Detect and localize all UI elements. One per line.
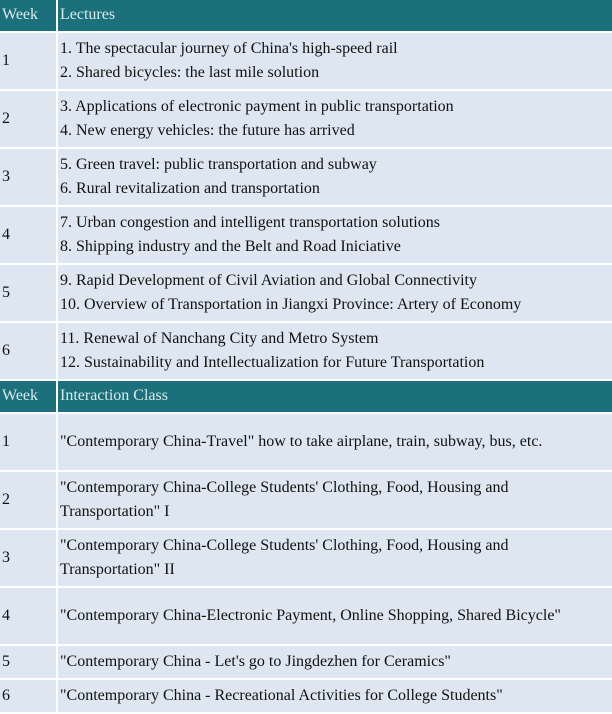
interaction-week: 5	[0, 646, 56, 678]
lecture-topic: 4. New energy vehicles: the future has arrived	[60, 122, 355, 139]
interaction-row	[0, 414, 612, 470]
lecture-week: 5	[0, 265, 56, 321]
lecture-topic: 8. Shipping industry and the Belt and Road Iniciative	[60, 238, 401, 255]
interaction-topic	[58, 680, 612, 712]
lecture-topic: 5. Green travel: public transportation and subway	[60, 156, 377, 173]
lecture-topic: 7. Urban congestion and intelligent transportation solutions	[60, 214, 440, 231]
lecture-topic: 6. Rural revitalization and transportation	[60, 180, 320, 197]
lecture-topic: 1. The spectacular journey of China's high-speed rail	[60, 40, 398, 57]
lecture-row	[0, 149, 612, 205]
interaction-topic-text: "Contemporary China-College Students' Clothing, Food, Housing and Transportation" I	[60, 479, 509, 520]
lecture-week: 3	[0, 149, 56, 205]
lecture-topic: 11. Renewal of Nanchang City and Metro System	[60, 330, 379, 347]
interaction-row	[0, 472, 612, 528]
lecture-topic: 12. Sustainability and Intellectualization for Future Transportation	[60, 354, 485, 371]
lecture-week: 4	[0, 207, 56, 263]
lecture-row	[0, 91, 612, 147]
interaction-row	[0, 646, 612, 678]
lecture-topic: 3. Applications of electronic payment in public transportation	[60, 98, 454, 115]
lecture-topics	[58, 33, 612, 89]
lecture-row	[0, 207, 612, 263]
interaction-week: 1	[0, 414, 56, 470]
lecture-row	[0, 33, 612, 89]
lecture-row	[0, 265, 612, 321]
interaction-row	[0, 530, 612, 586]
interaction-topic-text: "Contemporary China-Electronic Payment, Online Shopping, Shared Bicycle"	[60, 607, 561, 624]
interaction-header-row	[0, 381, 612, 412]
lecture-topic: 9. Rapid Development of Civil Aviation and Global Connectivity	[60, 272, 477, 289]
interaction-topic-text: "Contemporary China-Travel" how to take airplane, train, subway, bus, etc.	[60, 433, 543, 450]
interaction-topic	[58, 588, 612, 644]
interaction-week: 6	[0, 680, 56, 712]
lecture-topics	[58, 91, 612, 147]
interaction-topic	[58, 646, 612, 678]
interaction-week: 4	[0, 588, 56, 644]
lecture-week: 1	[0, 33, 56, 89]
lectures-header-row	[0, 0, 612, 31]
interaction-week: 3	[0, 530, 56, 586]
interaction-topic	[58, 472, 612, 528]
lecture-topic: 10. Overview of Transportation in Jiangxi Province: Artery of Economy	[60, 296, 522, 313]
interaction-topic-text: "Contemporary China-College Students' Clothing, Food, Housing and Transportation" II	[60, 537, 509, 578]
interaction-topic	[58, 530, 612, 586]
lecture-topics	[58, 265, 612, 321]
lecture-topics	[58, 149, 612, 205]
interaction-title-header: Interaction Class	[58, 381, 612, 412]
interaction-topic	[58, 414, 612, 470]
interaction-row	[0, 680, 612, 712]
lecture-topics	[58, 207, 612, 263]
lectures-week-header: Week	[0, 0, 56, 31]
interaction-week: 2	[0, 472, 56, 528]
lecture-topics	[58, 323, 612, 379]
interaction-topic-text: "Contemporary China - Recreational Activities for College Students"	[60, 687, 503, 704]
interaction-week-header: Week	[0, 381, 56, 412]
lecture-topic: 2. Shared bicycles: the last mile solution	[60, 64, 320, 81]
lecture-row	[0, 323, 612, 379]
lectures-title-header: Lectures	[58, 0, 612, 31]
interaction-topic-text: "Contemporary China - Let's go to Jingdezhen for Ceramics"	[60, 653, 451, 670]
lecture-week: 6	[0, 323, 56, 379]
interaction-row	[0, 588, 612, 644]
lecture-week: 2	[0, 91, 56, 147]
